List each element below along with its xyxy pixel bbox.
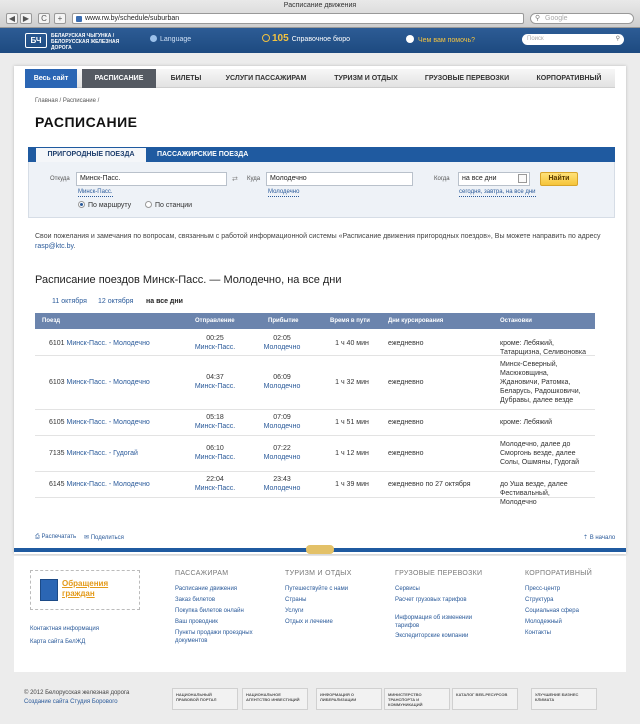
help-label: Чем вам помочь? [418, 37, 476, 44]
from-label: Откуда [50, 176, 70, 182]
search-icon: ⚲ [535, 15, 541, 22]
route-link[interactable]: Минск-Пасс. - Молодечно [66, 379, 150, 386]
share-link[interactable] [84, 534, 124, 541]
nav-tickets[interactable]: БИЛЕТЫ [170, 75, 202, 82]
arrival-station-link[interactable]: Молодечно [263, 423, 301, 430]
logo-text[interactable]: БЕЛАРУСКАЯ ЧЫГУНКА / БЕЛОРУССКАЯ ЖЕЛЕЗНАЯ ДОРОГА [51, 33, 120, 51]
notice-email-link[interactable]: rasp@ktc.by [35, 243, 74, 250]
to-label: Куда [247, 176, 261, 182]
arrival-cell [252, 413, 312, 431]
footer-link[interactable]: Покупка билетов онлайн [175, 608, 244, 614]
train-number: 7135 [49, 450, 65, 457]
departure-cell [185, 334, 245, 352]
to-top-label: В начало [589, 535, 616, 541]
breadcrumb[interactable]: Главная / Расписание / [35, 98, 100, 104]
stops-cell: кроме: Лебяжий [500, 419, 553, 426]
col-days: Дни курсирования [388, 318, 444, 324]
from-input[interactable]: Минск-Пасс. [76, 172, 227, 186]
arrival-time: 07:22 [273, 445, 291, 452]
train-number: 6145 [49, 481, 65, 488]
nav-schedule[interactable]: РАСПИСАНИЕ [82, 69, 156, 88]
departure-cell [185, 413, 245, 431]
new-tab-button[interactable]: + [54, 13, 66, 24]
site-search-placeholder: Поиск [527, 36, 544, 42]
departure-cell [185, 373, 245, 391]
departure-station-link[interactable]: Минск-Пасс. [194, 344, 236, 351]
emblem-icon [306, 545, 334, 554]
date-tab-oct12[interactable]: 12 октября [98, 298, 134, 305]
notice-text: Свои пожелания и замечания по вопросам, связанным с работой информационной системы «Расписание движения пригородных поездов», Вы можете направить по адресу rasp@ktc.by. [35, 233, 601, 250]
footer-link[interactable]: Расчет грузовых тарифов [395, 597, 467, 603]
train-cell [49, 480, 189, 489]
partner-banner[interactable]: ИНФОРМАЦИЯ О ЛИБЕРАЛИЗАЦИИ [316, 688, 382, 710]
partner-banner[interactable]: КАТАЛОГ ВЕБ-РЕСУРСОВ [452, 688, 518, 710]
footer-link[interactable]: Пресс-центр [525, 586, 561, 592]
site-map-link[interactable]: Карта сайта БелЖД [30, 639, 86, 645]
route-link[interactable]: Минск-Пасс. - Молодечно [66, 340, 150, 347]
footer-link[interactable]: Экспедиторские компании [395, 633, 469, 639]
radio-by-route[interactable] [78, 201, 131, 209]
share-label: Поделиться [90, 535, 124, 541]
days-cell: ежедневно [388, 379, 424, 386]
arrival-station-link[interactable]: Молодечно [263, 383, 301, 390]
page-title: РАСПИСАНИЕ [35, 114, 138, 130]
feedback-link[interactable]: Обращения граждан [62, 579, 109, 598]
departure-cell [185, 475, 245, 493]
duration-cell: 1 ч 39 мин [335, 481, 369, 488]
footer-link[interactable]: Заказ билетов [175, 597, 216, 603]
browser-search-input[interactable] [530, 13, 634, 24]
departure-time: 22:04 [206, 476, 224, 483]
citizen-appeals-icon [40, 579, 58, 601]
address-bar[interactable] [72, 13, 524, 24]
duration-cell: 1 ч 32 мин [335, 379, 369, 386]
globe-icon [150, 35, 157, 42]
arrival-station-link[interactable]: Молодечно [263, 485, 301, 492]
arrival-time: 07:09 [273, 414, 291, 421]
train-cell [49, 418, 189, 427]
train-cell [49, 339, 189, 348]
date-hint[interactable]: сегодня, завтра, на все дни [459, 189, 536, 195]
studio-link[interactable]: Создание сайта Студия Борового [24, 699, 118, 705]
footer-col-title: ТУРИЗМ И ОТДЫХ [285, 570, 352, 577]
duration-cell: 1 ч 12 мин [335, 450, 369, 457]
footer-link[interactable]: Страны [285, 597, 307, 603]
footer-link[interactable]: Информация об изменении тарифов [395, 615, 473, 629]
print-link[interactable] [35, 534, 76, 541]
help-link[interactable] [406, 35, 475, 44]
arrival-cell [252, 373, 312, 391]
footer-link[interactable]: Путешествуйте с нами [285, 586, 349, 592]
partner-banner[interactable]: НАЦИОНАЛЬНЫЙ ПРАВОВОЙ ПОРТАЛ [172, 688, 238, 710]
stops-cell: до Уша везде, далее Фестивальный, Молодечно [500, 481, 568, 506]
radio-route-label: По маршруту [88, 202, 132, 209]
stops-cell: Минск-Северный, Масюковщина, Ждановичи, Ратомка, Беларусь, Радошковичи, Дубравы, далее везде [500, 361, 581, 404]
col-train: Поезд [42, 318, 61, 324]
nav-passenger-services[interactable]: УСЛУГИ ПАССАЖИРАМ [225, 75, 307, 82]
reload-button[interactable]: C [38, 13, 50, 24]
duration-cell: 1 ч 51 мин [335, 419, 369, 426]
stops-cell: кроме: Лебяжий, Татарщизна, Селивоновка [500, 340, 586, 356]
person-icon [406, 35, 414, 43]
date-tab-oct11[interactable]: 11 октября [52, 298, 87, 305]
to-hint[interactable]: Молодечно [268, 189, 300, 195]
col-departure: Отправление [195, 318, 235, 324]
route-link[interactable]: Минск-Пасс. - Молодечно [66, 419, 150, 426]
route-link[interactable]: Минск-Пасс. - Гудогай [66, 450, 138, 457]
radio-by-station[interactable] [145, 201, 192, 209]
departure-time: 05:18 [206, 414, 224, 421]
radio-station-label: По станции [155, 202, 193, 209]
train-number: 6103 [49, 379, 65, 386]
arrival-time: 23:43 [273, 476, 291, 483]
train-number: 6101 [49, 340, 65, 347]
copyright [24, 689, 129, 707]
days-cell: ежедневно [388, 450, 424, 457]
partner-banner[interactable]: НАЦИОНАЛЬНОЕ АГЕНТСТВО ИНВЕСТИЦИЙ [242, 688, 308, 710]
days-cell: ежедневно [388, 419, 424, 426]
footer-col-title: КОРПОРАТИВНЫЙ [525, 570, 593, 577]
radio-checked-icon [78, 201, 85, 208]
days-cell: ежедневно по 27 октября [388, 481, 471, 488]
phone-number: 105 [272, 33, 289, 44]
footer-link[interactable]: Отдых и лечение [285, 619, 333, 625]
nav-all-sites[interactable]: Весь сайт [25, 69, 77, 88]
departure-station-link[interactable]: Минск-Пасс. [194, 485, 236, 492]
print-label: Распечатать [41, 534, 77, 540]
logo-icon[interactable]: БЧ [25, 33, 47, 48]
results-title: Расписание поездов Минск-Пасс. — Молодечно, на все дни [35, 274, 342, 286]
route-link[interactable]: Минск-Пасс. - Молодечно [66, 481, 150, 488]
days-cell: ежедневно [388, 340, 424, 347]
partner-banner[interactable]: УЛУЧШЕНИЕ БИЗНЕС КЛИМАТА [531, 688, 597, 710]
departure-time: 06:10 [206, 445, 224, 452]
arrival-cell [252, 444, 312, 462]
copyright-text: © 2012 Белорусская железная дорога [24, 690, 130, 696]
arrival-station-link[interactable]: Молодечно [263, 454, 301, 461]
col-duration: Время в пути [330, 318, 370, 324]
footer-link[interactable]: Структура [525, 597, 554, 603]
footer-link[interactable]: Услуги [285, 608, 304, 614]
back-button[interactable]: ◀ [6, 13, 18, 24]
departure-time: 00:25 [206, 335, 224, 342]
window-title: Расписание движения [283, 2, 357, 9]
printer-icon: ⎙ [35, 534, 42, 540]
departure-cell [185, 444, 245, 462]
departure-station-link[interactable]: Минск-Пасс. [194, 423, 236, 430]
date-tab-all-days[interactable]: на все дни [146, 298, 183, 305]
footer-link[interactable]: Расписание движения [175, 586, 238, 592]
stops-cell: Молодечно, далее до Сморгонь везде, далее Солы, Ошмяны, Гудогай [500, 441, 580, 466]
date-input[interactable] [458, 172, 530, 186]
footer-link[interactable]: Молодежный [525, 619, 562, 625]
partner-banner[interactable]: МИНИСТЕРСТВО ТРАНСПОРТА И КОММУНИКАЦИЙ [384, 688, 450, 710]
arrival-station-link[interactable]: Молодечно [263, 344, 301, 351]
favicon-icon [76, 16, 82, 22]
footer-link[interactable]: Пункты продажи проездных документов [175, 630, 253, 644]
footer-link[interactable]: Ваш проводник [175, 619, 218, 625]
phone-label: Справочное бюро [291, 36, 350, 43]
footer-col-title: ГРУЗОВЫЕ ПЕРЕВОЗКИ [395, 570, 483, 577]
contact-info-link[interactable]: Контактная информация [30, 626, 99, 632]
footer-link[interactable]: Социальная сфера [525, 608, 579, 614]
col-stops: Остановки [500, 318, 532, 324]
notice-body: Свои пожелания и замечания по вопросам, связанным с работой информационной системы «Расписание движения пригородных поездов», Вы можете направить по адресу [35, 233, 601, 240]
arrival-cell [252, 334, 312, 352]
footer-link[interactable]: Контакты [525, 630, 551, 636]
train-number: 6105 [49, 419, 65, 426]
radio-unchecked-icon [145, 201, 152, 208]
phone-icon [262, 34, 270, 42]
share-icon: ✉ [84, 535, 91, 541]
train-cell [49, 449, 189, 458]
calendar-icon[interactable] [518, 174, 527, 183]
tab-suburban[interactable]: ПРИГОРОДНЫЕ ПОЕЗДА [36, 148, 146, 162]
phone-info [262, 33, 350, 44]
nav-freight[interactable]: ГРУЗОВЫЕ ПЕРЕВОЗКИ [424, 75, 510, 82]
forward-button[interactable]: ▶ [20, 13, 32, 24]
departure-station-link[interactable]: Минск-Пасс. [194, 383, 236, 390]
to-input[interactable]: Молодечно [266, 172, 413, 186]
nav-corporate[interactable]: КОРПОРАТИВНЫЙ [536, 75, 602, 82]
departure-station-link[interactable]: Минск-Пасс. [194, 454, 236, 461]
from-hint[interactable]: Минск-Пасс. [78, 189, 113, 195]
train-cell [49, 378, 189, 387]
language-link[interactable] [150, 35, 191, 43]
date-value: на все дни [462, 175, 497, 182]
arrival-cell [252, 475, 312, 493]
footer-col-title: ПАССАЖИРАМ [175, 570, 229, 577]
tab-passenger[interactable]: ПАССАЖИРСКИЕ ПОЕЗДА [157, 151, 249, 158]
col-arrival: Прибытие [268, 318, 299, 324]
footer-link[interactable]: Сервисы [395, 586, 420, 592]
arrival-time: 02:05 [273, 335, 291, 342]
language-label: Language [160, 36, 192, 43]
departure-time: 04:37 [206, 374, 224, 381]
site-search-input[interactable] [522, 34, 624, 45]
browser-search-placeholder: Google [545, 15, 568, 22]
arrow-up-icon: ⇡ [583, 535, 590, 541]
nav-tourism[interactable]: ТУРИЗМ И ОТДЫХ [334, 75, 398, 82]
arrival-time: 06:09 [273, 374, 291, 381]
find-button[interactable]: Найти [540, 172, 578, 186]
search-icon: ⚲ [615, 36, 620, 42]
url-text: www.rw.by/schedule/suburban [85, 15, 180, 22]
to-top-link[interactable] [583, 534, 615, 541]
swap-icon[interactable]: ⇄ [232, 176, 238, 183]
duration-cell: 1 ч 40 мин [335, 340, 369, 347]
when-label: Когда [434, 176, 450, 182]
